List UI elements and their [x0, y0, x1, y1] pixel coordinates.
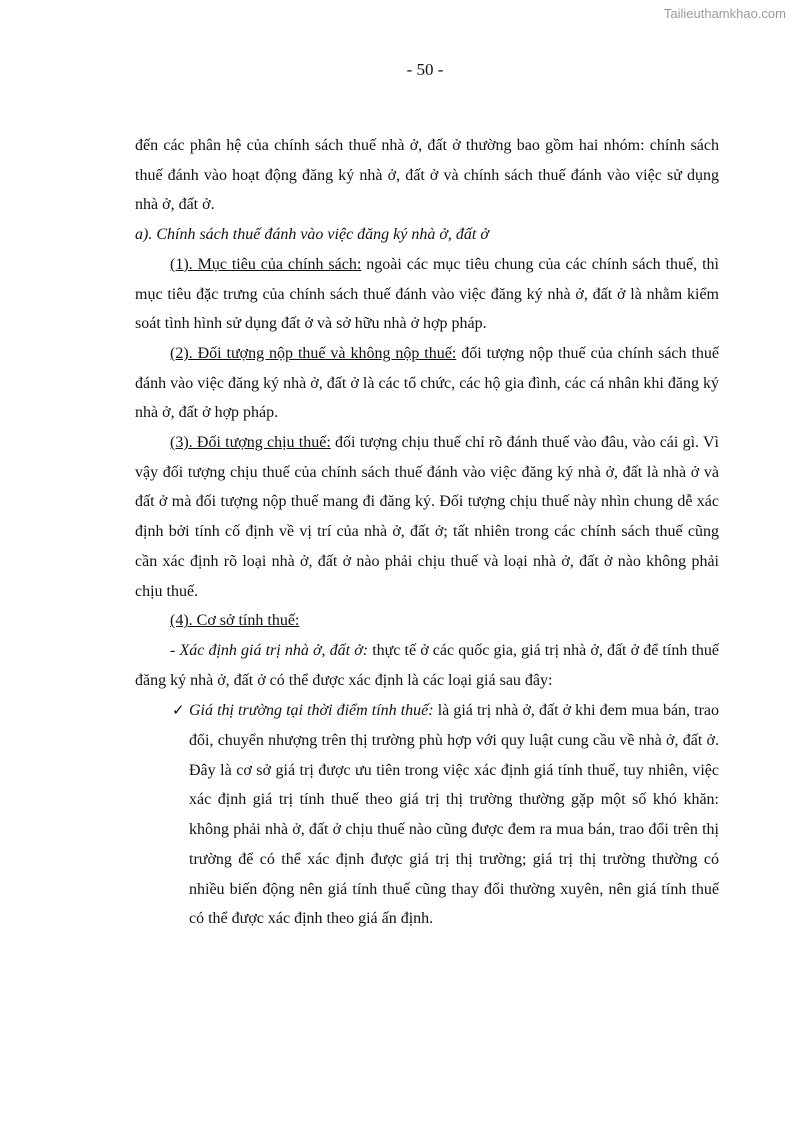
heading-objective: (1). Mục tiêu của chính sách: [170, 255, 362, 273]
section-heading-a: a). Chính sách thuế đánh vào việc đăng ký nhà ở, đất ở [135, 226, 489, 244]
checkmark-icon: ✓ [172, 701, 185, 720]
paragraph-taxable-object [135, 428, 719, 606]
document-body [135, 131, 719, 934]
market-price-text: là giá trị nhà ở, đất ở khi đem mua bán, trao đổi, chuyển nhượng trên thị trường phù hợp với quy luật cung cầu về nhà ở, đất ở. Đây là cơ sở giá trị được ưu tiên trong việc xác định giá tính thuế, tuy nhiên, việc xác định giá trị tính thuế theo giá trị thị trường thường gặp một số khó khăn: không phải nhà ở, đất ở chịu thuế nào cũng được đem ra mua bán, trao đổi trên thị trường để có thể xác định được giá trị thị trường; giá trị thị trường thường có nhiều biến động nên giá tính thuế cũng thay đổi thường xuyên, nên giá tính thuế có thể được xác định theo giá ấn định. [189, 702, 720, 928]
paragraph-objective [135, 250, 719, 339]
paragraph-taxpayer [135, 339, 719, 428]
paragraph-tax-base [135, 606, 719, 636]
heading-tax-base: (4). Cơ sở tính thuế: [170, 612, 300, 630]
heading-taxable-object: (3). Đối tượng chịu thuế: [170, 434, 331, 452]
valuation-text: thực tế ở các quốc gia, giá trị nhà ở, đất ở để tính thuế đăng ký nhà ở, đất ở có thể được xác định là các loại giá sau đây: [135, 641, 719, 689]
paragraph-valuation [135, 636, 719, 695]
text-taxpayer: đối tượng nộp thuế của chính sách thuế đánh vào việc đăng ký nhà ở, đất ở là các tổ chức, các hộ gia đình, các cá nhân khi đăng ký nhà ở, đất ở hợp pháp. [135, 344, 720, 422]
heading-taxpayer: (2). Đối tượng nộp thuế và không nộp thuế: [170, 344, 457, 362]
text-objective: ngoài các mục tiêu chung của các chính sách thuế, thì mục tiêu đặc trưng của chính sách thuế đánh vào việc đăng ký nhà ở, đất ở là nhằm kiểm soát tình hình sử dụng đất ở và sở hữu nhà ở hợp pháp. [135, 255, 719, 333]
market-price-label: Giá thị trường tại thời điểm tính thuế: [189, 702, 434, 720]
dash-prefix: - [170, 641, 180, 659]
watermark: Tailieuthamkhao.com [663, 6, 786, 21]
text-taxable-object: đối tượng chịu thuế chỉ rõ đánh thuế vào đâu, vào cái gì. Vì vậy đối tượng chịu thuế của chính sách thuế đánh vào việc đăng ký nhà ở, đất là nhà ở và đất ở mà đối tượng nộp thuế mang đi đăng ký. Đối tượng chịu thuế này nhìn chung dễ xác định bởi tính cố định về vị trí của nhà ở, đất ở; tất nhiên trong các chính sách thuế cũng cần xác định rõ loại nhà ở, đất ở nào phải chịu thuế và loại nhà ở, đất ở nào không phải chịu thuế. [135, 434, 720, 600]
valuation-label: Xác định giá trị nhà ở, đất ở: [179, 641, 369, 659]
intro-paragraph: đến các phân hệ của chính sách thuế nhà ở, đất ở thường bao gồm hai nhóm: chính sách thuế đánh vào hoạt động đăng ký nhà ở, đất ở và chính sách thuế đánh vào việc sử dụng nhà ở, đất ở. [135, 137, 719, 214]
bullet-market-price [135, 696, 719, 934]
page-number: - 50 - [406, 60, 444, 79]
